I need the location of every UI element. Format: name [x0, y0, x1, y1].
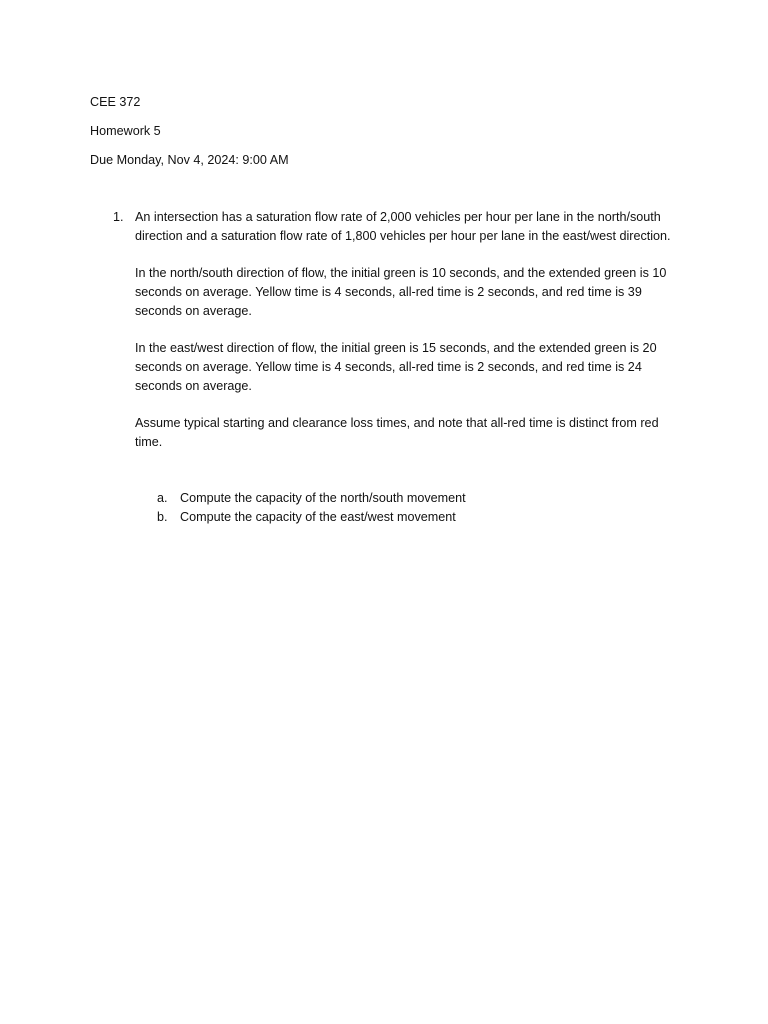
problem-paragraph-assumptions: Assume typical starting and clearance loss times, and note that all-red time is distinct from red time. [135, 416, 659, 449]
subpart-text: Compute the capacity of the east/west movement [180, 509, 456, 524]
subpart-label: b. [157, 509, 168, 524]
due-date: Due Monday, Nov 4, 2024: 9:00 AM [90, 153, 289, 167]
subpart-list [157, 489, 657, 527]
subpart-text: Compute the capacity of the north/south movement [180, 491, 466, 505]
problem-body [135, 208, 680, 470]
course-title: CEE 372 [90, 95, 141, 109]
problem-paragraph-north-south: In the north/south direction of flow, the initial green is 10 seconds, and the extended green is 10 seconds on average. Yellow time is 4 seconds, all-red time is 2 seconds, and red time is 39 seconds on average. [135, 266, 667, 318]
subpart-label: a. [157, 491, 168, 505]
assignment-title: Homework 5 [90, 124, 161, 138]
problem-number: 1. [113, 210, 124, 224]
subpart-b [157, 508, 657, 527]
subpart-a [157, 489, 657, 508]
problem-paragraph-saturation: An intersection has a saturation flow rate of 2,000 vehicles per hour per lane in the north/south direction and a saturation flow rate of 1,800 vehicles per hour per lane in the east/west direction. [135, 210, 671, 243]
problem-paragraph-east-west: In the east/west direction of flow, the initial green is 15 seconds, and the extended green is 20 seconds on average. Yellow time is 4 seconds, all-red time is 2 seconds, and red time is 24 seconds on average. [135, 341, 657, 393]
